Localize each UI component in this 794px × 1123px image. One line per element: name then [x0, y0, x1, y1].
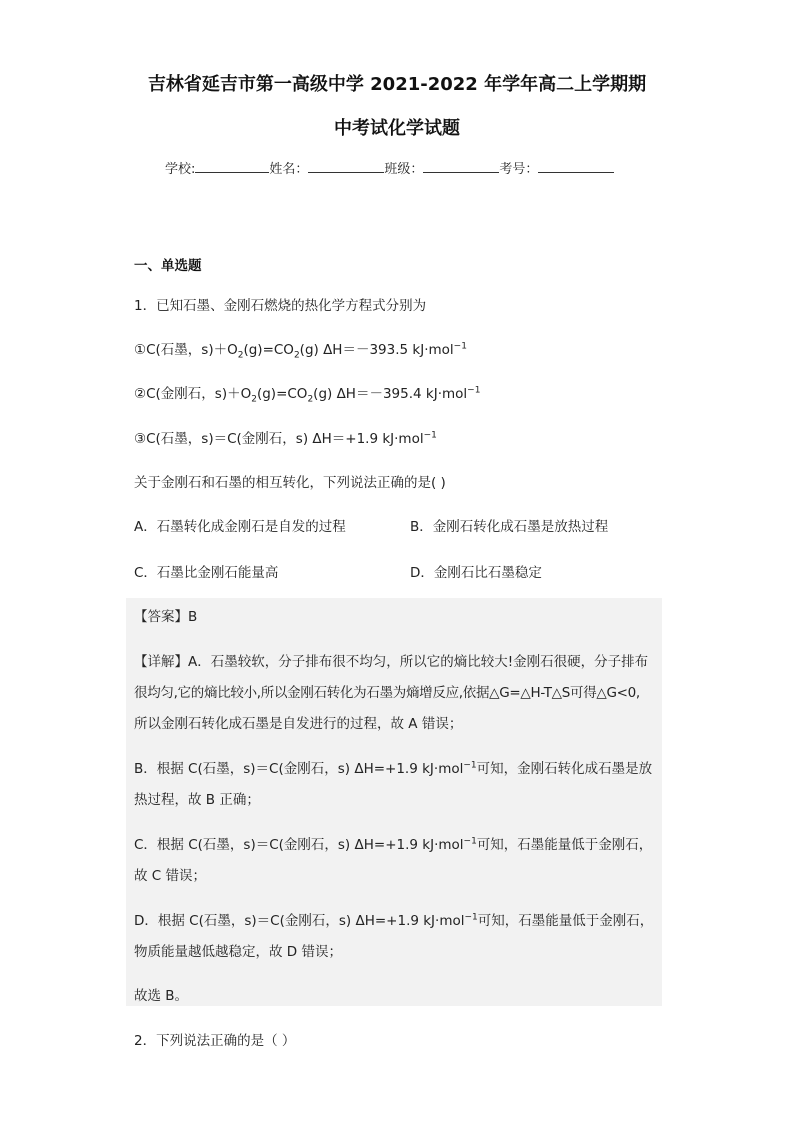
exam-number-label: 考号： [499, 162, 539, 177]
document-title-line-1: 吉林省延吉市第一高级中学 2021-2022 年学年高二上学期期 [147, 74, 647, 95]
student-info-line [165, 158, 614, 177]
explanation-c-line-1: C．根据 C(石墨，s)＝C(金刚石，s) ΔH=+1.9 kJ·mol$^{-1}$可知，石墨能量低于金刚石， [134, 836, 653, 853]
name-label: 姓名： [269, 162, 309, 177]
school-blank[interactable] [195, 158, 269, 173]
class-blank[interactable] [423, 158, 499, 173]
explanation-a-line-3: 所以金刚石转化成石墨是自发进行的过程，故 A 错误； [134, 716, 463, 732]
question-1-stem: 1．已知石墨、金刚石燃烧的热化学方程式分别为 [134, 298, 427, 314]
explanation-conclusion: 故选 B。 [134, 988, 189, 1004]
class-label: 班级： [384, 162, 424, 177]
option-d[interactable]: D．金刚石比石墨稳定 [410, 565, 542, 581]
equation-2: ②C(金刚石，$s)+O_2(g)=CO_2(g)$ ΔH＝－395.4 kJ·mol$^{-1}$ [134, 385, 481, 405]
option-a[interactable]: A．石墨转化成金刚石是自发的过程 [134, 519, 346, 535]
explanation-a-line-2: 很均匀,它的熵比较小,所以金刚石转化为石墨为熵增反应,依据△G=△H-T△S可得△G<0, [134, 685, 640, 701]
question-2-stem: 2．下列说法正确的是（ ） [134, 1033, 296, 1049]
option-c[interactable]: C．石墨比金刚石能量高 [134, 565, 279, 581]
explanation-b-line-1: B．根据 C(石墨，s)＝C(金刚石，s) ΔH=+1.9 kJ·mol$^{-1}$可知，金刚石转化成石墨是放 [134, 760, 653, 777]
answer-label: 【答案】B [134, 609, 198, 625]
document-title-line-2: 中考试化学试题 [334, 118, 460, 139]
name-blank[interactable] [308, 158, 384, 173]
equation-3: ③C(石墨，s)＝C(金刚石，s) ΔH＝+1.9 kJ·mol$^{-1}$ [134, 430, 437, 447]
equation-1: ①C(石墨，$s)+O_2(g)=CO_2(g)$ ΔH＝－393.5 kJ·mol$^{-1}$ [134, 341, 467, 361]
exam-number-blank[interactable] [538, 158, 614, 173]
explanation-d-line-2: 物质能量越低越稳定，故 D 错误； [134, 944, 342, 960]
section-title: 一、单选题 [134, 258, 202, 274]
explanation-a-line-1: 【详解】A．石墨较软，分子排布很不均匀，所以它的熵比较大!金刚石很硬，分子排布 [134, 654, 649, 670]
explanation-b-line-2: 热过程，故 B 正确； [134, 792, 260, 808]
question-1-prompt: 关于金刚石和石墨的相互转化，下列说法正确的是( ) [134, 475, 446, 491]
explanation-d-line-1: D．根据 C(石墨，s)＝C(金刚石，s) ΔH=+1.9 kJ·mol$^{-1}$可知，石墨能量低于金刚石， [134, 912, 654, 929]
option-b[interactable]: B．金刚石转化成石墨是放热过程 [410, 519, 609, 535]
school-label: 学校: [165, 162, 196, 177]
explanation-c-line-2: 故 C 错误； [134, 868, 207, 884]
